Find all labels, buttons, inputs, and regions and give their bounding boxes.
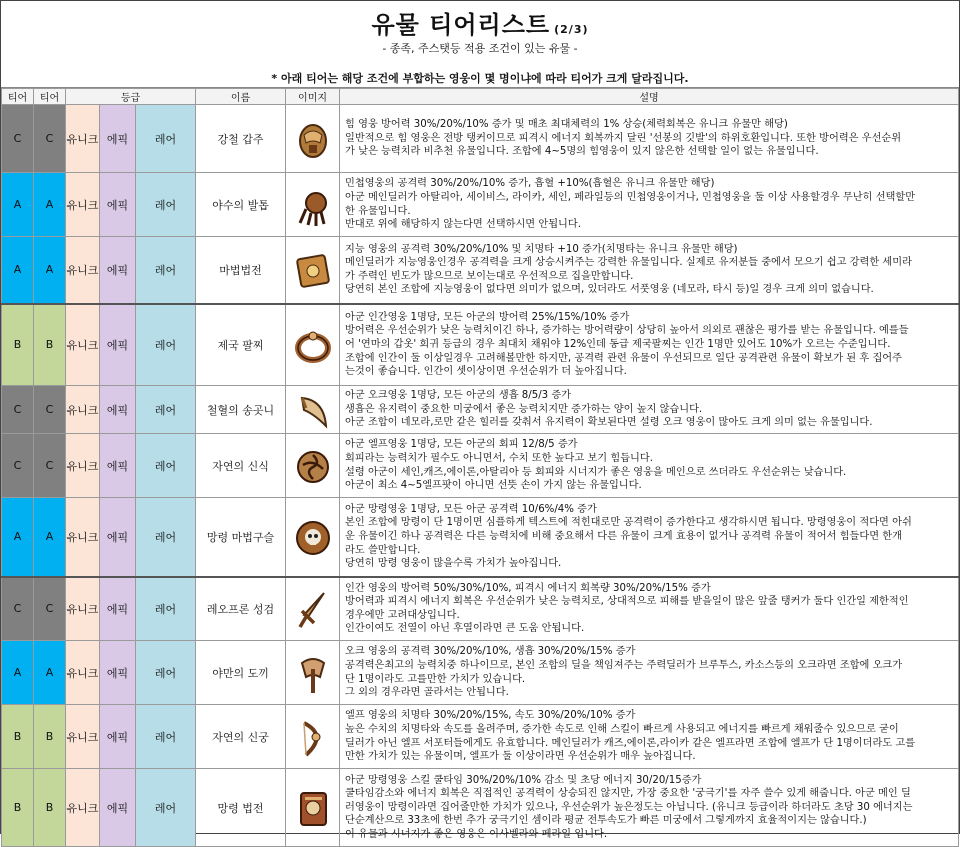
page-indicator: (2/3)	[554, 23, 589, 36]
description-line: 단 1명이라도 고를만한 가치가 있습니다.	[345, 673, 526, 685]
tier-primary: C	[2, 577, 34, 641]
grade-unique: 유니크	[66, 577, 100, 641]
tier-secondary: C	[34, 434, 66, 498]
description-line: 당연히 본인 조합에 지능영웅이 없다면 의미가 없으며, 있더라도 서풋영웅 (네모라, 타시 등)일 경우 크게 의미 없습니다.	[345, 284, 874, 296]
description-line: 이 유물과 시너지가 좋은 영웅은 이사벨라와 페라일 입니다.	[345, 828, 608, 840]
relic-image	[286, 386, 340, 434]
tier-secondary: B	[34, 304, 66, 386]
grade-unique: 유니크	[66, 237, 100, 304]
tier-primary: A	[2, 498, 34, 577]
description-line: 조합에 인간이 둘 이상일경우 고려해볼만한 하지만, 공격력 관련 유물이 우선되므로 일단 공격관련 유물이 확보가 된 후 집어주	[345, 352, 902, 364]
grade-rare: 레어	[136, 237, 196, 304]
relic-row	[2, 434, 959, 498]
description-line: 단순계산으로 33초에 한번 추가 궁극기인 셈이라 평균 전투속도가 빠른 미궁에서 그렇게까지 효율적이지는 않습니다.)	[345, 815, 867, 827]
tier-secondary: C	[34, 386, 66, 434]
relic-row	[2, 386, 959, 434]
header-name: 이름	[196, 89, 286, 105]
grade-rare: 레어	[136, 434, 196, 498]
relic-description	[340, 498, 959, 577]
subtitle: - 종족, 주스탯등 적용 조건이 있는 유물 -	[382, 42, 578, 55]
relic-description	[340, 434, 959, 498]
description-line: 운 유물이긴 하나 공격력은 다른 능력치에 비해 중요해서 다른 유물이 크게 효용이 없거나 공격력 유물이 적어서 힘들다면 한개	[345, 530, 902, 542]
tier-secondary: B	[34, 705, 66, 769]
description-line: 그 외의 경우라면 골라서는 안됩니다.	[345, 687, 509, 699]
relic-name: 철혈의 송곳니	[196, 386, 286, 434]
wraith-orb-icon	[294, 515, 332, 559]
magic-codex-icon	[294, 248, 332, 292]
description-line: 본인 조합에 망령이 단 1명이면 심플하게 텍스트에 적힌대로만 공격력이 증가한다고 생각하시면 됩니다. 망령영웅이 적다면 아쉬	[345, 517, 912, 529]
grade-unique: 유니크	[66, 105, 100, 173]
grade-rare: 레어	[136, 577, 196, 641]
grade-unique: 유니크	[66, 434, 100, 498]
description-line: 아군 조합이 네모라,로만 같은 힐러를 갖춰서 유지력이 확보된다면 설령 오크 영웅이 많아도 크게 의미 없는 유물입니다.	[345, 417, 873, 429]
grade-epic: 에픽	[100, 173, 136, 237]
description-line: 어 '연마의 갑옷' 희귀 등급의 경우 최대치 채워야 12%인데 동급 제국팔찌는 인간 1명만 있어도 10%가 오르는 수준입니다.	[345, 338, 891, 350]
title-text: 유물 티어리스트	[371, 11, 551, 39]
relic-image	[286, 577, 340, 641]
relic-description	[340, 769, 959, 847]
relic-image	[286, 173, 340, 237]
description-line: 아군 망령영웅 스킬 쿨타임 30%/20%/10% 감소 및 초당 에너지 30/20/15증가	[345, 774, 702, 786]
description-line: 반대로 위에 해당하지 않는다면 선택하시면 안됩니다.	[345, 219, 581, 231]
description-line: 딜러가 아닌 엘프 서포터들에게도 유효합니다. 메인딜러가 캐즈,에이론,라이카 같은 엘프라면 조합에 엘프가 단 1명이더라도 고를	[345, 737, 916, 749]
sheet-header	[1, 1, 959, 88]
header-tier-1: 티어	[2, 89, 34, 105]
grade-unique: 유니크	[66, 769, 100, 847]
relic-row	[2, 769, 959, 847]
description-line: 지능 영웅의 공격력 30%/20%/10% 및 치명타 +10 증가(치명타는 유니크 유물만 해당)	[345, 243, 738, 255]
tier-secondary: A	[34, 498, 66, 577]
description-line: 일반적으로 힘 영웅은 전방 탱커이므로 피격시 에너지 회복까지 달린 '선봉의 깃발'의 하위호환입니다. 또한 방어력은 우선순위	[345, 132, 902, 144]
grade-unique: 유니크	[66, 304, 100, 386]
relic-name: 망령 법전	[196, 769, 286, 847]
beast-claw-icon	[294, 183, 332, 227]
relic-description	[340, 173, 959, 237]
description-line: 높은 수치의 치명타와 속도를 올려주며, 증가한 속도로 인해 스킬이 빠르게 사용되고 에너지를 빠르게 채워줄수 있으므로 굳이	[345, 723, 899, 735]
description-line: 는것이 좋습니다. 인간이 셋이상이면 우선순위가 더 높아집니다.	[345, 366, 627, 378]
relic-image	[286, 237, 340, 304]
tier-primary: B	[2, 705, 34, 769]
relic-image	[286, 498, 340, 577]
tier-note: * 아래 티어는 해당 조건에 부합하는 영웅이 몇 명이냐에 따라 티어가 크게 달라집니다.	[271, 72, 689, 85]
description-line: 러영웅이 망령이라면 집어줄만한 가치가 있으나, 우선순위가 높은정도는 아닙니다. (유니크 등급이라 하더라도 초당 30 에너지는	[345, 801, 913, 813]
grade-unique: 유니크	[66, 498, 100, 577]
tier-primary: A	[2, 641, 34, 705]
relic-image	[286, 769, 340, 847]
relic-row	[2, 304, 959, 386]
grade-rare: 레어	[136, 705, 196, 769]
tier-secondary: A	[34, 173, 66, 237]
grade-epic: 에픽	[100, 769, 136, 847]
description-line: 생흡은 유지력이 중요한 미궁에서 좋은 능력치지만 증가하는 양이 높지 않습니다.	[345, 403, 703, 415]
relic-description	[340, 705, 959, 769]
grade-rare: 레어	[136, 498, 196, 577]
description-line: 방어력은 우선순위가 낮은 능력치이긴 하나, 증가하는 방어력량이 상당히 높아서 의외로 괜찮은 평가를 받는 유물입니다. 예를들	[345, 325, 909, 337]
relic-image	[286, 105, 340, 173]
grade-epic: 에픽	[100, 577, 136, 641]
relic-description	[340, 237, 959, 304]
iron-fang-icon	[294, 388, 332, 432]
description-line: 당연히 망령 영웅이 많을수록 가치가 높아집니다.	[345, 558, 562, 570]
relic-name: 망령 마법구슬	[196, 498, 286, 577]
relic-description	[340, 304, 959, 386]
description-line: 라도 쓸만합니다.	[345, 544, 421, 556]
relic-name: 야수의 발톱	[196, 173, 286, 237]
relic-description	[340, 577, 959, 641]
description-line: 아군 엘프영웅 1명당, 모든 아군의 회피 12/8/5 증가	[345, 439, 578, 451]
description-line: 공격력은최고의 능력치중 하나이므로, 본인 조합의 딜을 책임져주는 주력딜러가 브루투스, 카소스등의 오크라면 조합에 오크가	[345, 659, 903, 671]
description-line: 민첩영웅의 공격력 30%/20%/10% 증가, 흡혈 +10%(흡혈은 유니크 유물만 해당)	[345, 178, 715, 190]
relic-name: 강철 갑주	[196, 105, 286, 173]
grade-rare: 레어	[136, 173, 196, 237]
tier-primary: C	[2, 105, 34, 173]
relic-row	[2, 173, 959, 237]
grade-rare: 레어	[136, 769, 196, 847]
page-title	[1, 5, 959, 40]
grade-rare: 레어	[136, 386, 196, 434]
relic-name: 레오프론 성검	[196, 577, 286, 641]
grade-rare: 레어	[136, 641, 196, 705]
relic-image	[286, 304, 340, 386]
relic-name: 제국 팔찌	[196, 304, 286, 386]
grade-epic: 에픽	[100, 434, 136, 498]
grade-unique: 유니크	[66, 173, 100, 237]
relic-description	[340, 105, 959, 173]
tier-primary: C	[2, 434, 34, 498]
empire-bracelet-icon	[294, 323, 332, 367]
description-line: 인간이여도 전열이 아닌 후열이라면 큰 도움 안됩니다.	[345, 623, 585, 635]
grade-epic: 에픽	[100, 386, 136, 434]
relic-row	[2, 105, 959, 173]
relic-name: 자연의 신궁	[196, 705, 286, 769]
grade-unique: 유니크	[66, 641, 100, 705]
relic-row	[2, 577, 959, 641]
description-line: 엘프 영웅의 치명타 30%/20%/15%, 속도 30%/20%/10% 증가	[345, 710, 636, 722]
relic-image	[286, 641, 340, 705]
header-tier-2: 티어	[34, 89, 66, 105]
relic-description	[340, 386, 959, 434]
header-image: 이미지	[286, 89, 340, 105]
grade-epic: 에픽	[100, 237, 136, 304]
relic-description	[340, 641, 959, 705]
description-line: 아군 망령영웅 1명당, 모든 아군 공격력 10/6%/4% 증가	[345, 503, 597, 515]
grade-epic: 에픽	[100, 498, 136, 577]
nature-bow-icon	[294, 715, 332, 759]
relic-row	[2, 498, 959, 577]
description-line: 한 유물입니다.	[345, 205, 411, 217]
description-line: 경우에만 고려대상입니다.	[345, 609, 460, 621]
relic-name: 야만의 도끼	[196, 641, 286, 705]
description-line: 아군이 최소 4~5엘프팟이 아니면 선뜻 손이 가지 않는 유물입니다.	[345, 480, 642, 492]
description-line: 쿨타임감소와 에너지 회복은 직접적인 공격력이 상승되진 않지만, 가장 중요한 '궁극기'를 자주 쓸수 있게 해줍니다. 아군 메인 딜	[345, 788, 911, 800]
description-line: 회피라는 능력치가 필수도 아니면서, 수치 또한 높다고 보기 힘듭니다.	[345, 452, 653, 464]
relic-image	[286, 434, 340, 498]
description-line: 가 낮은 능력치라 비추천 유물입니다. 조합에 4~5명의 힘영웅이 있지 않은한 선택할 일이 없는 유물입니다.	[345, 146, 819, 158]
tier-secondary: C	[34, 577, 66, 641]
grade-epic: 에픽	[100, 705, 136, 769]
description-line: 인간 영웅의 방어력 50%/30%/10%, 피격시 에너지 회복량 30%/20%/15% 증가	[345, 582, 711, 594]
savage-axe-icon	[294, 651, 332, 695]
header-grade: 등급	[66, 89, 196, 105]
header-row	[2, 89, 959, 105]
grade-epic: 에픽	[100, 304, 136, 386]
grade-epic: 에픽	[100, 105, 136, 173]
description-line: 가 주력인 빈도가 많으므로 보이는대로 우선적으로 집을만합니다.	[345, 270, 634, 282]
grade-rare: 레어	[136, 105, 196, 173]
description-line: 아군 인간영웅 1명당, 모든 아군의 방어력 25%/15%/10% 증가	[345, 311, 630, 323]
nature-emblem-icon	[294, 444, 332, 488]
tier-primary: C	[2, 386, 34, 434]
relic-image	[286, 705, 340, 769]
relic-row	[2, 237, 959, 304]
steel-armor-icon	[294, 117, 332, 161]
tier-primary: B	[2, 769, 34, 847]
wraith-codex-icon	[294, 786, 332, 830]
relic-row	[2, 705, 959, 769]
description-line: 설령 아군이 세인,캐즈,에이론,아탈리아 등 회피와 시너지가 좋은 영웅을 메인으로 쓰더라도 우선순위는 낮습니다.	[345, 466, 847, 478]
description-line: 방어력과 피격시 에너지 회복은 우선순위가 낮은 능력치로, 상대적으로 피해를 받을일이 많은 앞줄 탱커가 둘다 인간일 제한적인	[345, 596, 909, 608]
description-line: 아군 메인딜러가 아탈리아, 세이비스, 라이카, 세인, 페라일등의 민첩영웅이거나, 민첩영웅을 둘 이상 사용할경우 무난히 선택할만	[345, 191, 916, 203]
grade-unique: 유니크	[66, 386, 100, 434]
tier-primary: A	[2, 173, 34, 237]
tier-secondary: A	[34, 237, 66, 304]
tier-secondary: B	[34, 769, 66, 847]
description-line: 아군 오크영웅 1명당, 모든 아군의 생흡 8/5/3 증가	[345, 390, 572, 402]
relic-row	[2, 641, 959, 705]
relic-table	[1, 88, 959, 847]
relic-name: 자연의 신식	[196, 434, 286, 498]
header-description: 설명	[340, 89, 959, 105]
grade-rare: 레어	[136, 304, 196, 386]
tier-secondary: A	[34, 641, 66, 705]
description-line: 만한 가치가 있는 유물이며, 엘프가 둘 이상이라면 우선순위가 매우 높아집니다.	[345, 751, 696, 763]
relic-name: 마법법전	[196, 237, 286, 304]
grade-epic: 에픽	[100, 641, 136, 705]
leofron-sword-icon	[294, 587, 332, 631]
grade-unique: 유니크	[66, 705, 100, 769]
description-line: 힘 영웅 방어력 30%/20%/10% 증가 및 매초 최대체력의 1% 상승(체력회복은 유니크 유물만 해당)	[345, 119, 788, 131]
description-line: 메인딜러가 지능영웅인경우 공격력을 크게 상승시켜주는 강력한 유물입니다. 실제로 유저분들 중에서 모으기 쉽고 강력한 세미라	[345, 257, 912, 269]
description-line: 오크 영웅의 공격력 30%/20%/10%, 생흡 30%/20%/15% 증가	[345, 646, 636, 658]
tier-primary: A	[2, 237, 34, 304]
tier-secondary: C	[34, 105, 66, 173]
tier-primary: B	[2, 304, 34, 386]
